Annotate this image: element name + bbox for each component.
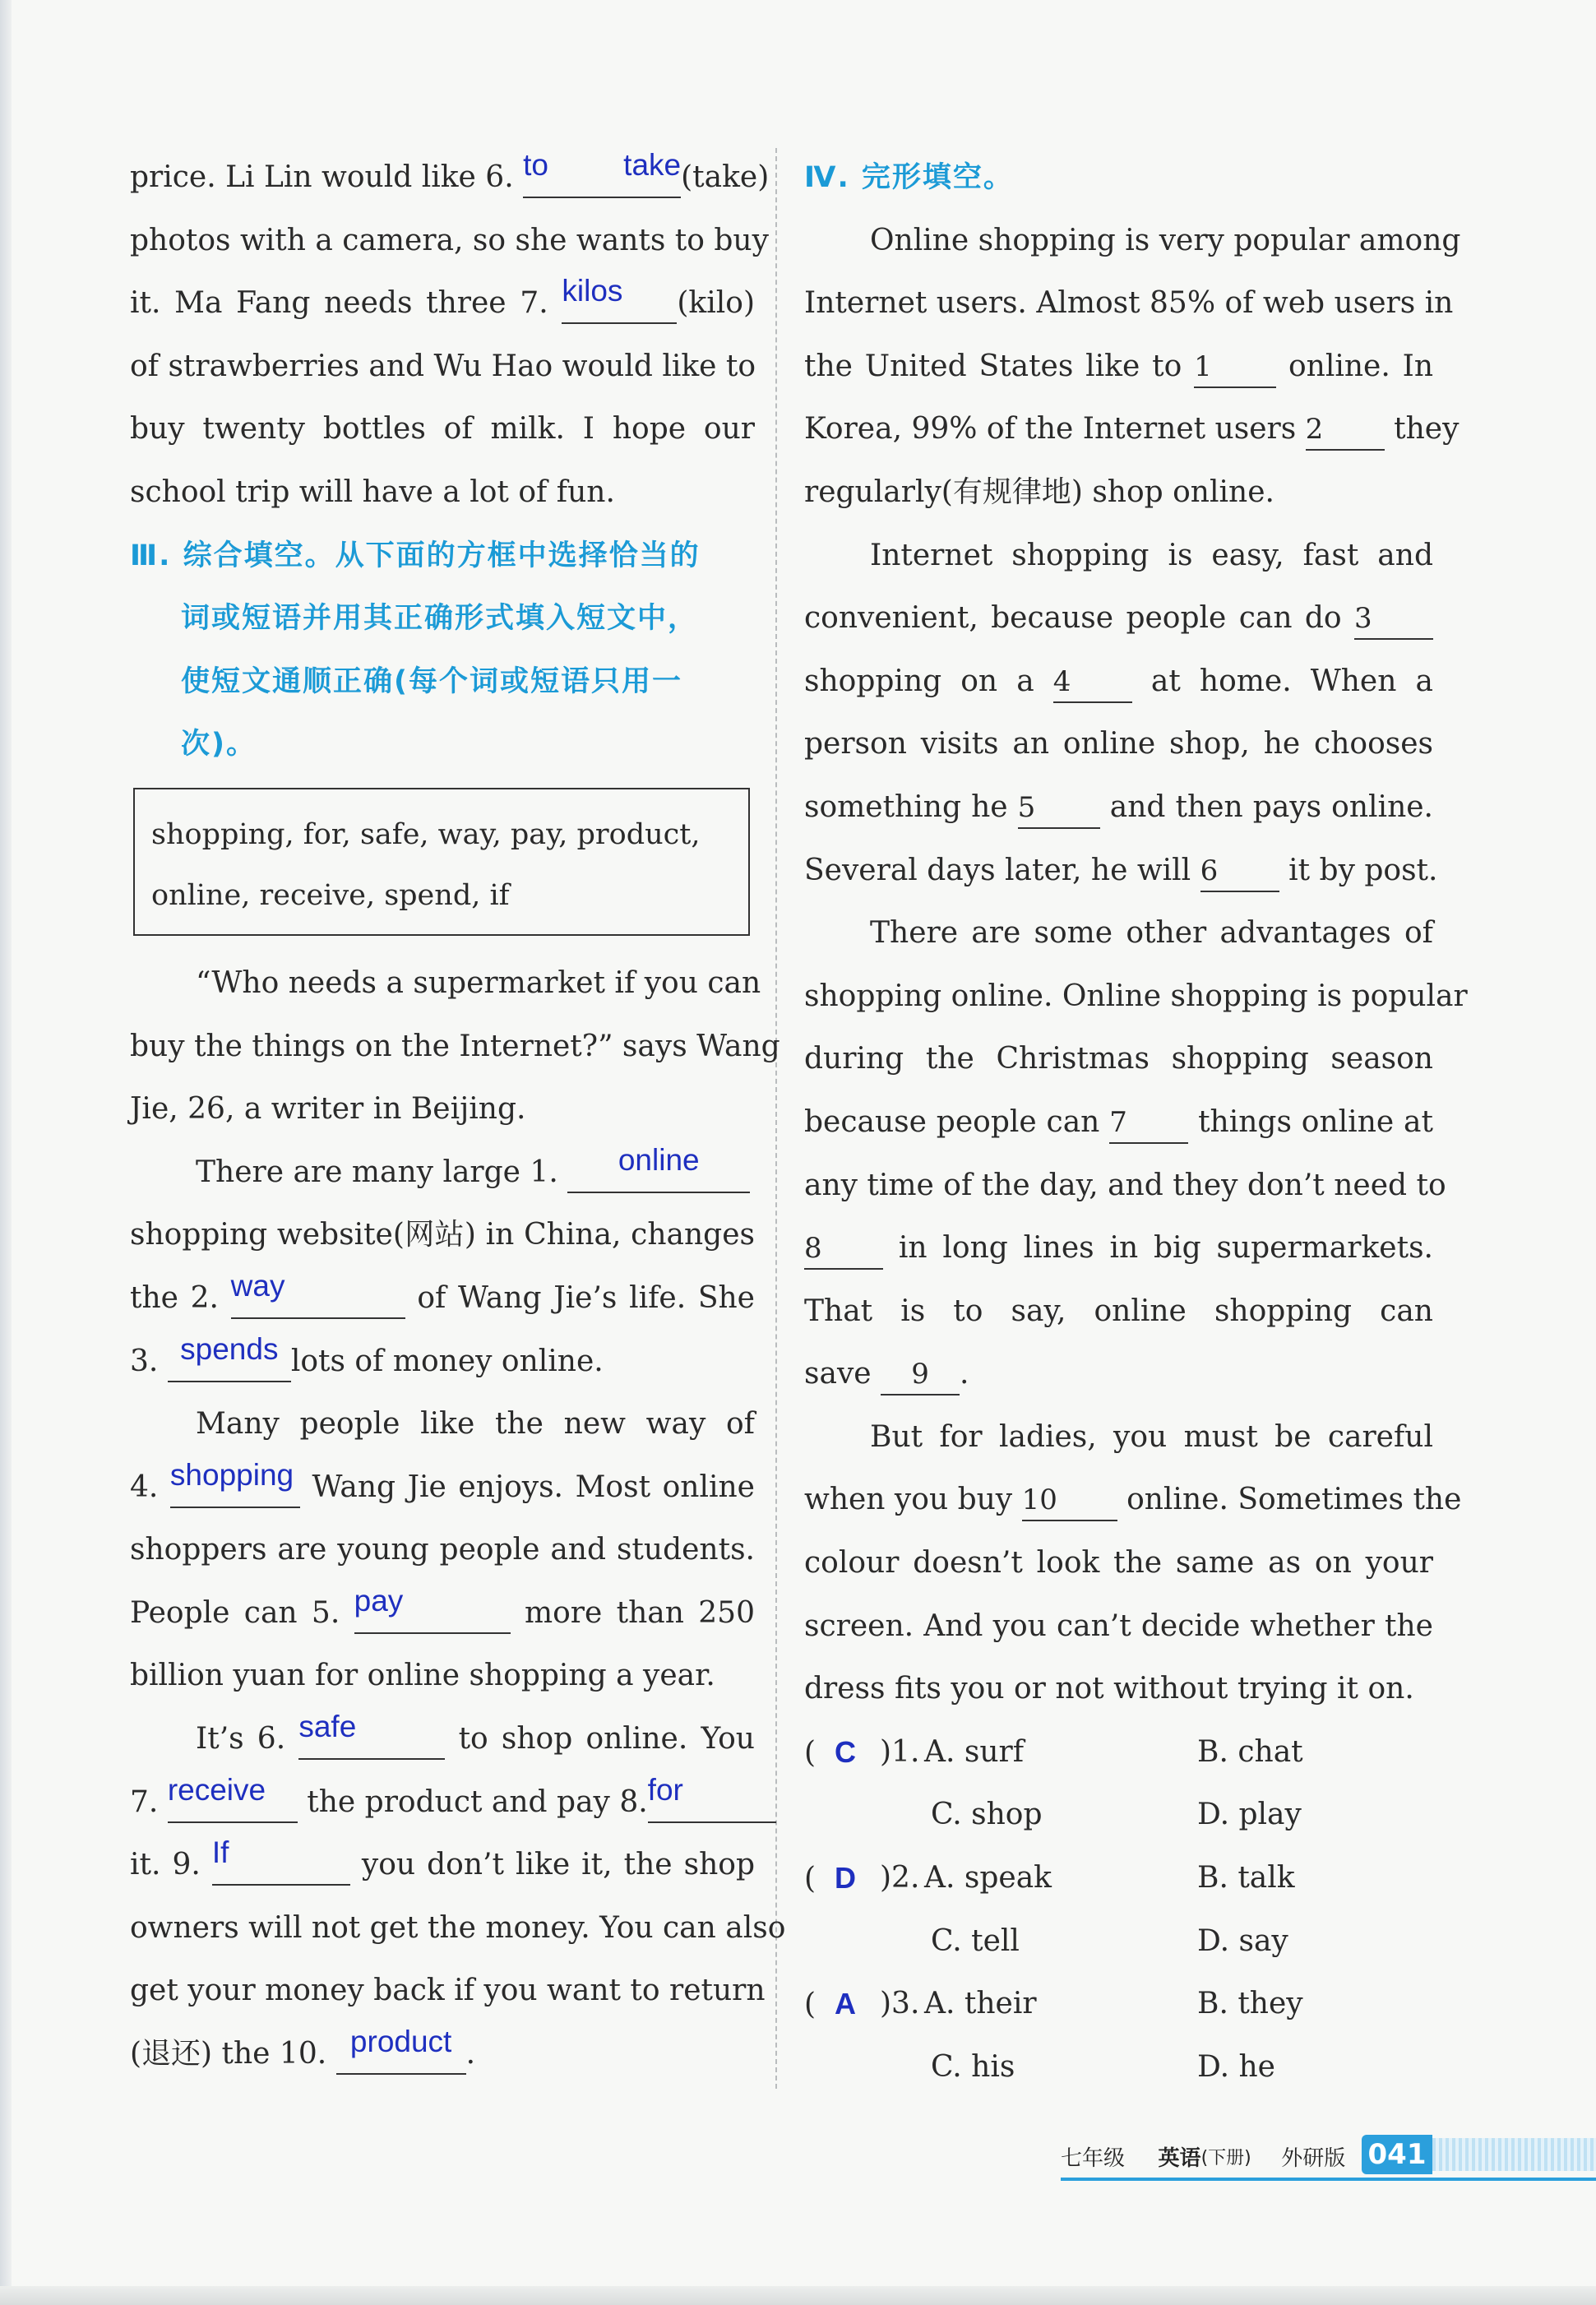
cloze-line: shopping online. Online shopping is popular [804,979,1468,1013]
passage-line: Jie, 26, a writer in Beijing. [130,1092,526,1127]
option-d[interactable]: D. play [1197,1798,1302,1832]
cloze-blank-2[interactable]: 2 [1306,410,1385,451]
footer-rule [1061,2178,1596,2181]
intro-line-2: photos with a camera, so she wants to buy [130,223,769,257]
left-column [130,146,786,2086]
cloze-line: convenient, because people can do 3 [804,587,1433,650]
answer-choice[interactable]: A [834,1987,856,2021]
passage-line: it. 9. If you don’t like it, the shop [130,1834,755,1897]
passage-line: owners will not get the money. You can also [130,1910,786,1945]
intro-line-5: buy twenty bottles of milk. I hope our [130,412,755,447]
passage-line: shopping website(网站) in China, changes [130,1218,755,1252]
cloze-line: save 9 . [804,1343,1433,1406]
passage-line: (退还) the 10. product . [130,2023,755,2086]
cloze-line: regularly(有规律地) shop online. [804,474,1274,509]
cloze-blank-10[interactable]: 10 [1022,1480,1117,1521]
blank-7-kilos[interactable]: kilos [562,283,677,324]
cloze-line: shopping on a 4 at home. When a [804,650,1433,714]
passage-line: 3. spends lots of money online. [130,1331,755,1394]
passage-line: 4. shopping Wang Jie enjoys. Most online [130,1456,755,1520]
blank-5-pay[interactable]: pay [354,1593,511,1634]
passage-line: buy the things on the Internet?” says Wang [130,1029,780,1063]
question-3-row-2 [804,2036,1433,2099]
cloze-line: the United States like to 1 online. In [804,336,1433,399]
footer [1061,2141,1345,2182]
blank-3-spends[interactable]: spends [168,1341,291,1382]
question-1-row-2 [804,1784,1433,1847]
cloze-blank-4[interactable]: 4 [1053,662,1132,703]
option-b[interactable]: B. they [1197,1987,1303,2021]
cloze-line: because people can 7 things online at [804,1091,1433,1155]
cloze-blank-5[interactable]: 5 [1018,788,1100,829]
passage-line: shoppers are young people and students. [130,1533,755,1567]
question-1: ( C )1. A. surf B. chat [804,1721,1433,1784]
cloze-line: But for ladies, you must be careful [870,1419,1433,1454]
word-box [133,788,750,936]
option-c[interactable]: C. his [931,2049,1015,2084]
option-c[interactable]: C. tell [931,1923,1020,1958]
intro-line-1: price. Li Lin would like 6. to take(take) [130,146,755,210]
option-d[interactable]: D. say [1197,1923,1288,1958]
passage-line: There are many large 1. online [130,1141,755,1205]
section-3-heading-line-2: 词或短语并用其正确形式填入短文中， [181,602,699,636]
cloze-blank-3[interactable]: 3 [1354,599,1433,640]
blank-4-shopping[interactable]: shopping [170,1467,300,1508]
word-box-line-1: shopping, for, safe, way, pay, product, [151,817,701,851]
intro-line-6: school trip will have a lot of fun. [130,474,615,509]
cloze-blank-6[interactable]: 6 [1200,851,1279,892]
option-b[interactable]: B. talk [1197,1861,1295,1895]
cloze-blank-8[interactable]: 8 [804,1229,883,1270]
cloze-line: colour doesn’t look the same as on your [804,1546,1433,1581]
section-3-heading-line-4: 次)。 [181,728,257,761]
blank-6-to-take[interactable]: to take [523,157,681,198]
answer-choice[interactable]: C [834,1734,856,1769]
question-number: )1. [880,1734,920,1769]
question-2-row-2 [804,1910,1433,1974]
passage-line: 7. receive the product and pay 8.for [130,1771,755,1835]
intro-line-3: it. Ma Fang needs three 7. kilos (kilo) [130,272,755,336]
intro-line-4: of strawberries and Wu Hao would like to [130,349,756,383]
right-column [804,146,1468,2099]
answer-choice[interactable]: D [834,1861,856,1895]
cloze-line: something he 5 and then pays online. [804,776,1433,840]
cloze-line: person visits an online shop, he chooses [804,727,1433,761]
blank-1-online[interactable]: online [567,1152,750,1193]
page-number: 041 [1362,2135,1432,2174]
option-c[interactable]: C. shop [931,1798,1043,1832]
section-3-heading-line-3: 使短文通顺正确(每个词或短语只用一 [181,664,682,698]
option-a[interactable]: A. their [924,1987,1037,2021]
footer-subject: 英语 [1158,2146,1201,2171]
question-number: )2. [880,1861,920,1895]
page-edge [0,0,12,2305]
option-a[interactable]: A. speak [924,1861,1052,1895]
cloze-line: dress fits you or not without trying it on. [804,1672,1414,1706]
cloze-line: Korea, 99% of the Internet users 2 they [804,398,1433,461]
cloze-blank-1[interactable]: 1 [1194,347,1276,388]
cloze-line: Internet shopping is easy, fast and [870,538,1433,572]
blank-9-if[interactable]: If [212,1844,350,1886]
passage-line: People can 5. pay more than 250 [130,1582,755,1645]
passage-line: It’s 6. safe to shop online. You [130,1708,755,1771]
question-number: )3. [880,1987,920,2021]
passage-line: billion yuan for online shopping a year. [130,1659,715,1693]
option-b[interactable]: B. chat [1197,1734,1303,1769]
footer-volume: (下册) [1200,2148,1251,2168]
cloze-line: Several days later, he will 6 it by post. [804,840,1433,903]
passage-line: the 2. way of Wang Jie’s life. She [130,1267,755,1331]
cloze-line: 8 in long lines in big supermarkets. [804,1217,1433,1280]
cloze-line: screen. And you can’t decide whether the [804,1608,1433,1643]
footer-edition: 外研版 [1281,2146,1346,2171]
page-number-bar [1432,2138,1596,2171]
question-2: ( D )2. A. speak B. talk [804,1847,1433,1910]
blank-6-safe[interactable]: safe [298,1719,445,1760]
blank-8-for[interactable]: for [648,1782,776,1823]
option-a[interactable]: A. surf [924,1734,1025,1769]
section-4-heading: Ⅳ. 完形填空。 [804,161,1014,194]
cloze-line: during the Christmas shopping season [804,1042,1433,1076]
cloze-line: Online shopping is very popular among [870,223,1461,257]
cloze-line: There are some other advantages of [870,916,1433,951]
blank-2-way[interactable]: way [231,1278,405,1319]
cloze-line: when you buy 10 online. Sometimes the [804,1469,1433,1532]
section-3-heading: Ⅲ. 综合填空。从下面的方框中选择恰当的 [130,539,701,572]
question-3: ( A )3. A. their B. they [804,1973,1433,2036]
page-bottom-band [0,2286,1596,2305]
cloze-line: any time of the day, and they don’t need to [804,1168,1446,1202]
passage-line: “Who needs a supermarket if you can [196,965,761,1000]
cloze-blank-7[interactable]: 7 [1109,1103,1188,1144]
cloze-line: Internet users. Almost 85% of web users in [804,286,1454,321]
blank-10-product[interactable]: product [336,2034,466,2075]
option-d[interactable]: D. he [1197,2049,1275,2084]
footer-grade: 七年级 [1061,2146,1126,2171]
word-box-line-2: online, receive, spend, if [151,878,510,912]
blank-7-receive[interactable]: receive [168,1782,298,1823]
passage-line: Many people like the new way of [196,1407,755,1442]
cloze-line: That is to say, online shopping can [804,1294,1433,1328]
passage-line: get your money back if you want to return [130,1974,766,2008]
cloze-blank-9[interactable]: 9 [881,1354,960,1395]
